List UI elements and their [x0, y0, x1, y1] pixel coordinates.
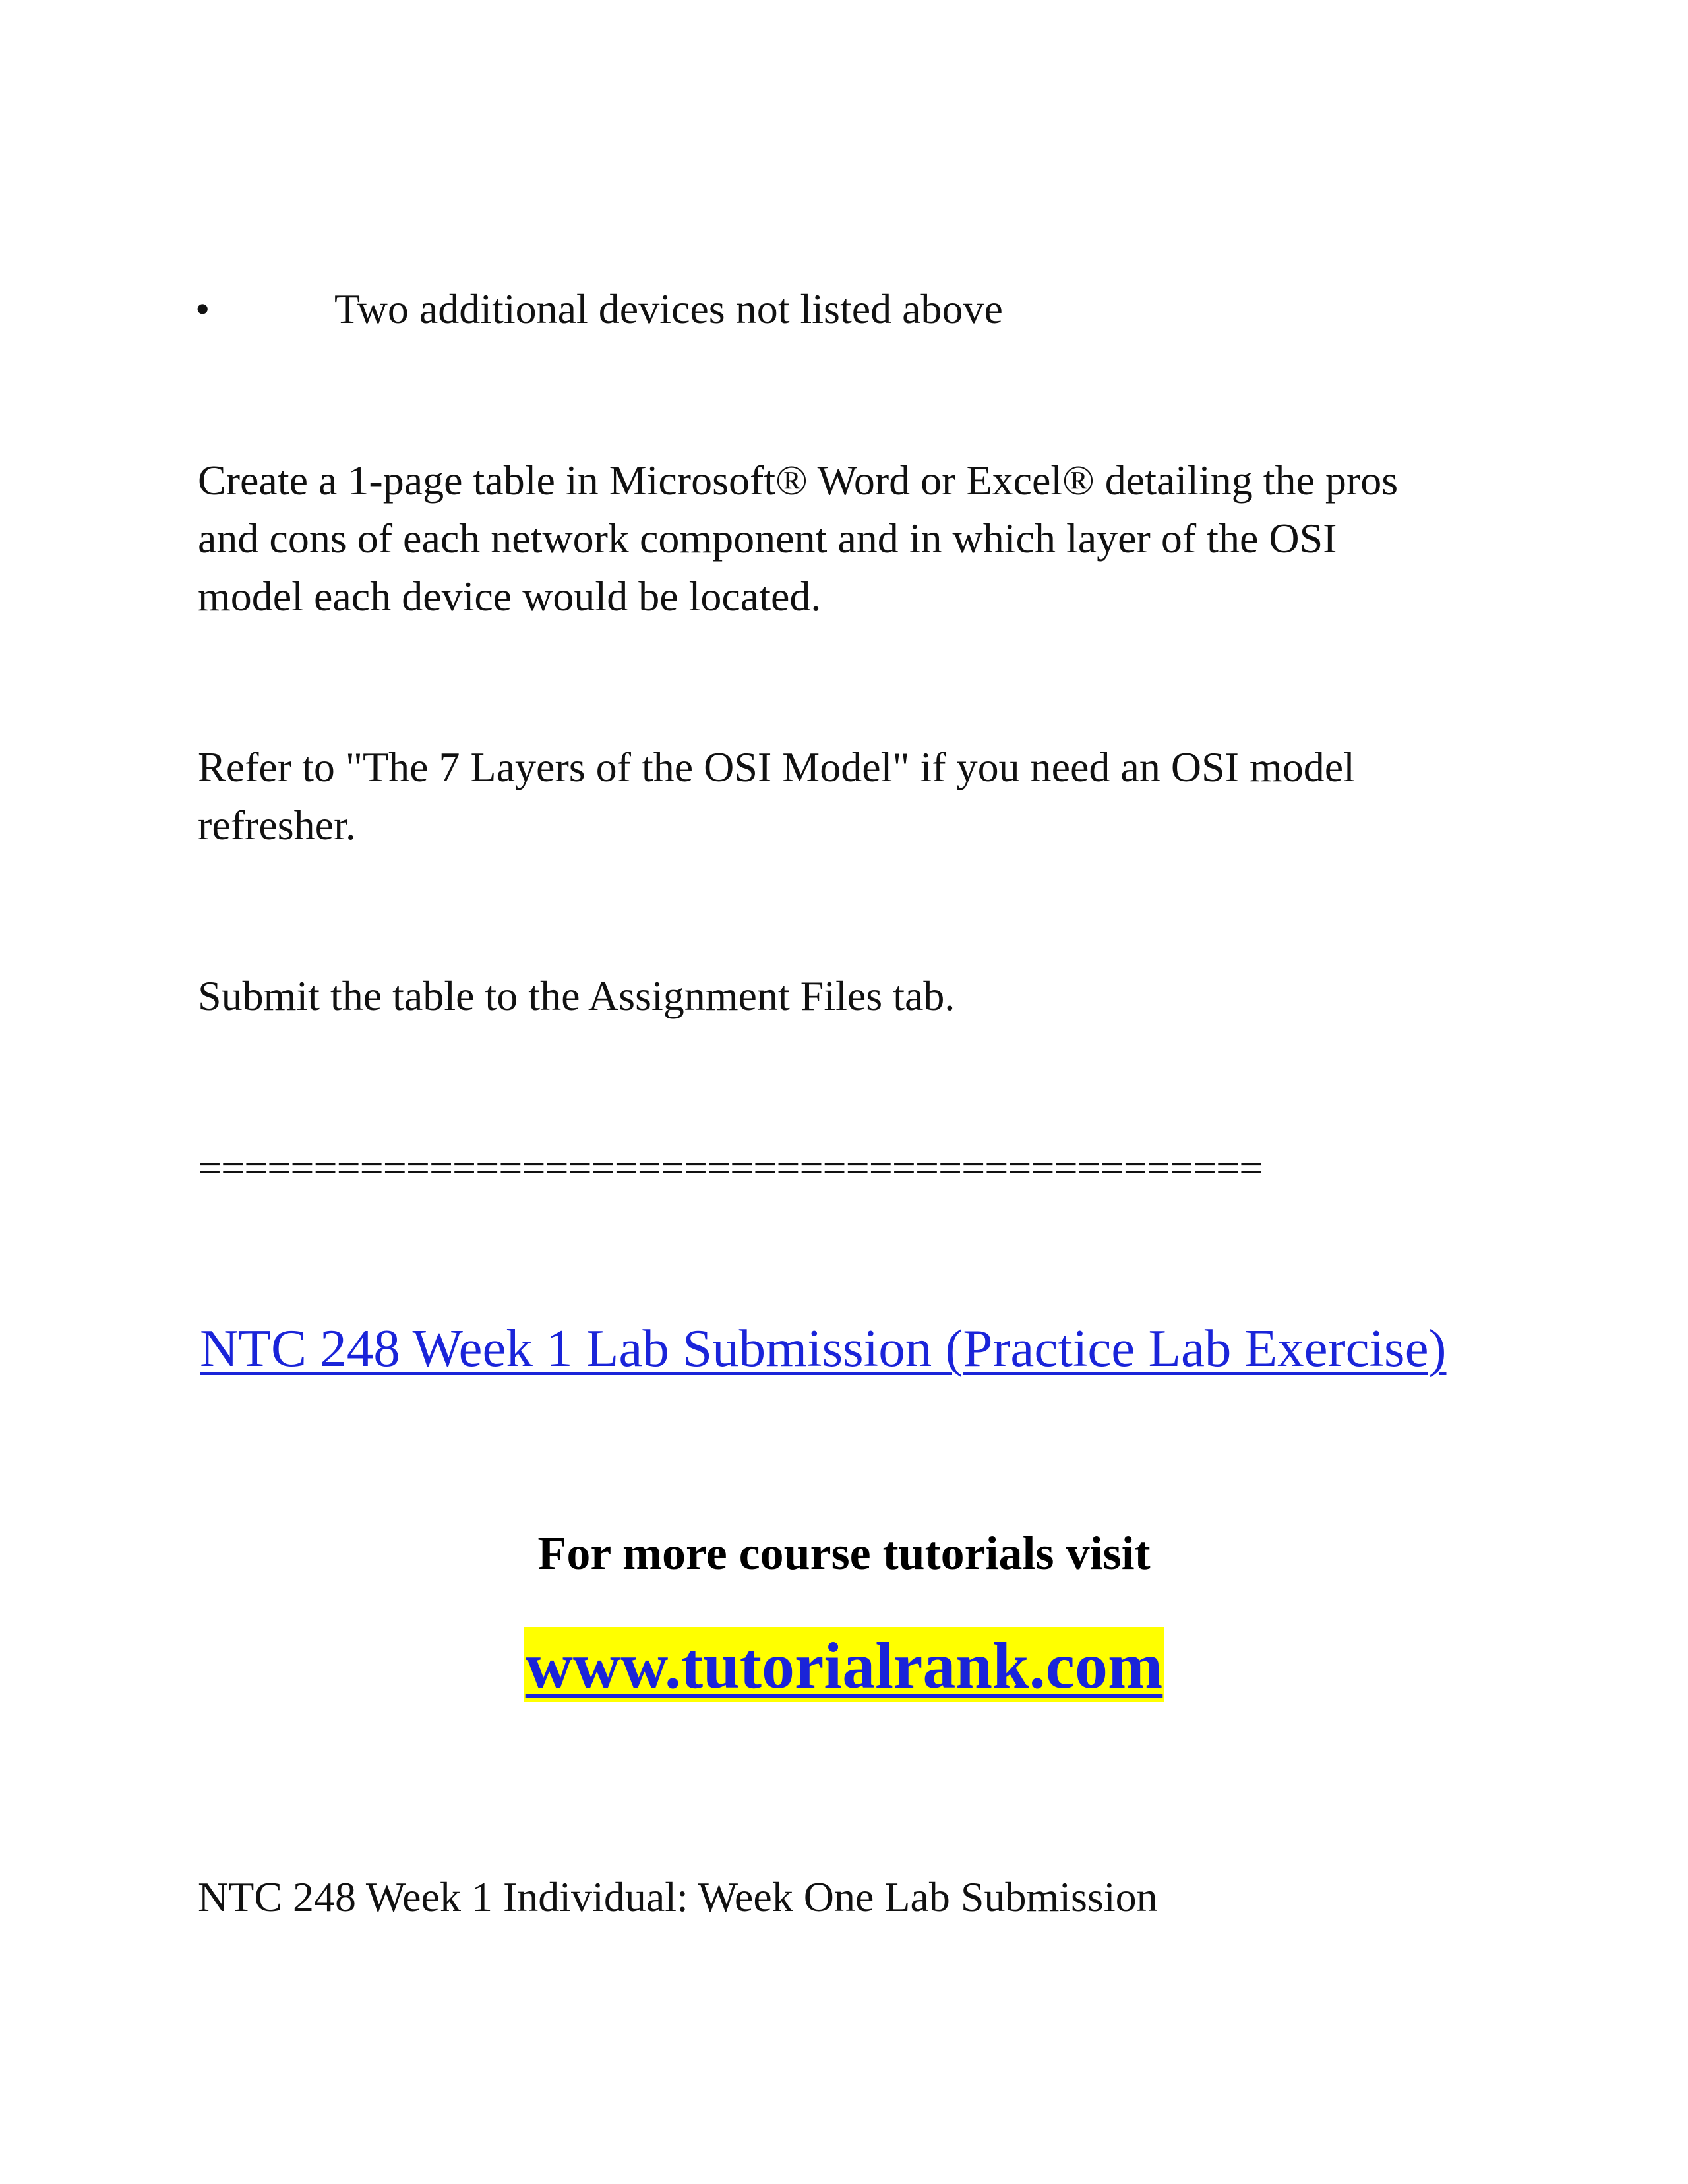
osi-reference-line: Refer to "The 7 Layers of the OSI Model" if you need an OSI model — [198, 744, 1355, 790]
separator-line: ============================================== — [198, 1144, 1263, 1191]
osi-reference-paragraph — [198, 738, 1355, 854]
promo-link-row — [0, 1627, 1688, 1705]
promo-heading: For more course tutorials visit — [537, 1527, 1151, 1579]
instructions-line: Create a 1-page table in Microsoft® Word or Excel® detailing the pros — [198, 457, 1399, 504]
instructions-paragraph — [198, 452, 1398, 626]
instructions-line: and cons of each network component and in which layer of the OSI — [198, 515, 1337, 562]
osi-reference-line: refresher. — [198, 802, 356, 848]
instructions-line: model each device would be located. — [198, 573, 822, 620]
footer-course-line: NTC 248 Week 1 Individual: Week One Lab Submission — [198, 1874, 1158, 1920]
section-title-link[interactable]: NTC 248 Week 1 Lab Submission (Practice Lab Exercise) — [200, 1318, 1447, 1378]
submit-paragraph: Submit the table to the Assignment Files tab. — [198, 972, 955, 1019]
bullet-icon: • — [195, 285, 210, 332]
bullet-item-text: Two additional devices not listed above — [334, 285, 1003, 332]
tutorialrank-link[interactable]: www.tutorialrank.com — [524, 1627, 1164, 1702]
